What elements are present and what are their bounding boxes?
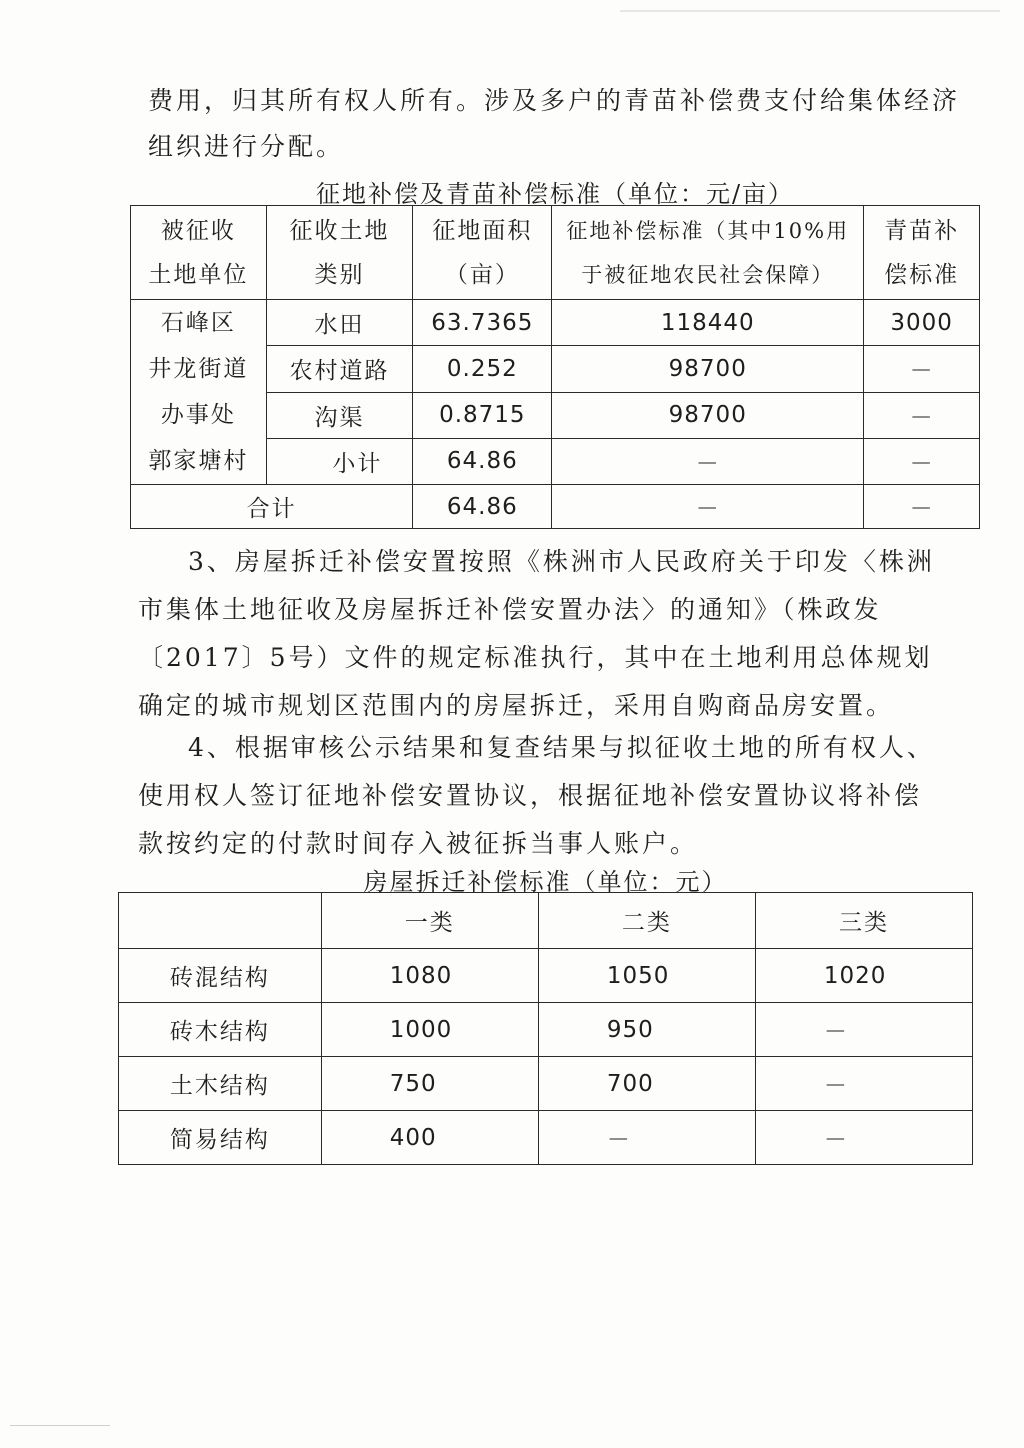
header-standard: 征地补偿标准（其中10%用 于被征地农民社会保障）: [552, 206, 864, 300]
header-unit: 被征收 土地单位: [131, 206, 267, 300]
unit-name-cell: 石峰区 井龙街道 办事处 郭家塘村: [131, 300, 267, 485]
class-1-value: 750: [321, 1057, 538, 1111]
class-1-value: 1080: [321, 949, 538, 1003]
table2-header-row: [119, 893, 973, 949]
header-class-1: 一类: [321, 893, 538, 949]
total-standard: －: [552, 485, 864, 529]
table1-caption: 征地补偿及青苗补偿标准（单位：元/亩）: [315, 180, 795, 208]
table-row: [119, 1003, 973, 1057]
crop-cell: －: [864, 346, 980, 392]
header-area: 征地面积 （亩）: [413, 206, 552, 300]
area-cell: 0.8715: [413, 392, 552, 438]
intro-paragraph: [148, 78, 968, 170]
structure-name: 砖混结构: [119, 949, 322, 1003]
land-type-cell: 水田: [266, 300, 413, 346]
table-row: [131, 300, 980, 346]
crop-cell: －: [864, 392, 980, 438]
total-row: [131, 485, 980, 529]
area-cell: 64.86: [413, 438, 552, 484]
class-1-value: 400: [321, 1111, 538, 1165]
class-3-value: －: [755, 1003, 972, 1057]
paragraph-3: 3、房屋拆迁补偿安置按照《株洲市人民政府关于印发〈株洲市集体土地征收及房屋拆迁补偿安置办法〉的通知》（株政发〔2017〕5号）文件的规定标准执行，其中在土地利用总体规划确定的城市规划区范围内的房屋拆迁，采用自购商品房安置。: [138, 547, 935, 720]
standard-cell: 98700: [552, 392, 864, 438]
paragraph-4: 4、根据审核公示结果和复查结果与拟征收土地的所有权人、使用权人签订征地补偿安置协议，根据征地补偿安置协议将补偿款按约定的付款时间存入被征拆当事人账户。: [138, 733, 935, 858]
structure-name: 土木结构: [119, 1057, 322, 1111]
header-crop: 青苗补 偿标准: [864, 206, 980, 300]
crop-cell: 3000: [864, 300, 980, 346]
house-demolition-table: [118, 892, 973, 1165]
header-land-type: 征收土地 类别: [266, 206, 413, 300]
class-2-value: 1050: [538, 949, 755, 1003]
standard-cell: 118440: [552, 300, 864, 346]
table-row: [119, 1057, 973, 1111]
intro-line-1: 费用，归其所有权人所有。涉及多户的青苗补偿费支付给集体经济: [148, 86, 961, 115]
intro-line-2: 组织进行分配。: [148, 132, 345, 161]
total-label: 合计: [131, 485, 413, 529]
total-crop: －: [864, 485, 980, 529]
class-2-value: 950: [538, 1003, 755, 1057]
class-2-value: 700: [538, 1057, 755, 1111]
standard-cell: 98700: [552, 346, 864, 392]
scan-artifact-footer: [10, 1425, 110, 1426]
land-type-cell: 沟渠: [266, 392, 413, 438]
scan-artifact-line: [620, 10, 1000, 12]
header-blank: [119, 893, 322, 949]
land-compensation-table: [130, 205, 980, 529]
table1-header-row: [131, 206, 980, 300]
class-3-value: 1020: [755, 949, 972, 1003]
class-3-value: －: [755, 1057, 972, 1111]
area-cell: 0.252: [413, 346, 552, 392]
area-cell: 63.7365: [413, 300, 552, 346]
structure-name: 简易结构: [119, 1111, 322, 1165]
header-class-3: 三类: [755, 893, 972, 949]
class-3-value: －: [755, 1111, 972, 1165]
land-type-cell: 农村道路: [266, 346, 413, 392]
standard-cell: －: [552, 438, 864, 484]
land-type-cell: 小计: [266, 438, 413, 484]
header-class-2: 二类: [538, 893, 755, 949]
crop-cell: －: [864, 438, 980, 484]
class-2-value: －: [538, 1111, 755, 1165]
table2-caption: 房屋拆迁补偿标准（单位：元）: [363, 868, 728, 896]
structure-name: 砖木结构: [119, 1003, 322, 1057]
table-row: [119, 1111, 973, 1165]
total-area: 64.86: [413, 485, 552, 529]
table-row: [119, 949, 973, 1003]
class-1-value: 1000: [321, 1003, 538, 1057]
